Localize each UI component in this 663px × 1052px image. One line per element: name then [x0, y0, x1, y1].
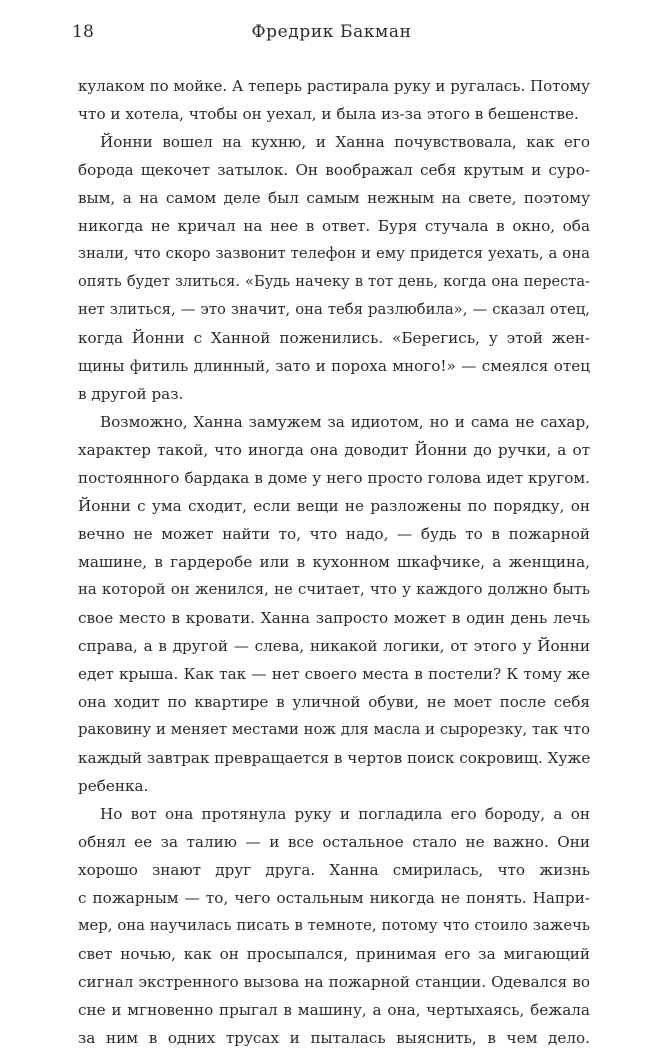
text-line: Но вот она протянула руку и погладила его бороду, а он: [100, 805, 590, 823]
body-text: [78, 72, 590, 1052]
text-line: опять будет злиться. «Будь начеку в тот день, когда она переста-: [78, 273, 590, 290]
text-line: каждый завтрак превращается в чертов поиск сокровищ. Хуже: [78, 749, 591, 767]
text-line: машине, в гардеробе или в кухонном шкафчике, а женщина,: [78, 553, 590, 571]
text-line: что и хотела, чтобы он уехал, и была из-за этого в бешенстве.: [78, 105, 579, 123]
text-line: свое место в кровати. Ханна запросто может в один день лечь: [78, 609, 590, 627]
text-line: справа, а в другой — слева, никакой логики, от этого у Йонни: [78, 637, 590, 655]
text-line: Йонни вошел на кухню, и Ханна почувствовала, как его: [100, 133, 590, 151]
text-line: она ходит по квартире в уличной обуви, не моет после себя: [78, 693, 590, 711]
text-line: на которой он женился, не считает, что у каждого должно быть: [78, 581, 590, 598]
text-line: обнял ее за талию — и все остальное стало не важно. Они: [78, 833, 590, 851]
text-line: постоянного бардака в доме у него просто голова идет кругом.: [78, 469, 590, 487]
text-line: свет ночью, как он просыпался, принимая его за мигающий: [78, 945, 590, 963]
text-line: Йонни с ума сходит, если вещи не разложены по порядку, он: [78, 497, 590, 515]
text-line: в другой раз.: [78, 385, 184, 403]
text-line: щины фитиль длинный, зато и пороха много!» — смеялся отец: [78, 357, 590, 375]
text-line: хорошо знают друг друга. Ханна смирилась, что жизнь: [78, 861, 590, 879]
text-line: раковину и меняет местами нож для масла и сырорезку, так что: [78, 721, 590, 738]
text-line: нет злиться, — это значит, она тебя разлюбила», — сказал отец,: [78, 301, 590, 318]
text-line: борода щекочет затылок. Он воображал себя крутым и суро-: [78, 161, 590, 179]
text-line: ребенка.: [78, 777, 149, 795]
text-line: мер, она научилась писать в темноте, потому что стоило зажечь: [78, 917, 590, 934]
running-head-author: Фредрик Бакман: [251, 22, 412, 42]
text-line: едет крыша. Как так — нет своего места в постели? К тому же: [78, 665, 590, 683]
text-line: когда Йонни с Ханной поженились. «Берегись, у этой жен-: [78, 329, 590, 347]
page-number: 18: [72, 22, 95, 42]
text-line: за ним в одних трусах и пыталась выяснить, в чем дело.: [78, 1029, 590, 1047]
text-line: кулаком по мойке. А теперь растирала руку и ругалась. Потому: [78, 77, 590, 95]
text-line: вым, а на самом деле был самым нежным на свете, поэтому: [78, 189, 590, 207]
text-line: никогда не кричал на нее в ответ. Буря стучала в окно, оба: [78, 217, 590, 235]
text-line: сне и мгновенно прыгал в машину, а она, чертыхаясь, бежала: [78, 1001, 590, 1019]
text-line: сигнал экстренного вызова на пожарной станции. Одевался во: [78, 973, 590, 991]
text-line: с пожарным — то, чего остальным никогда не понять. Напри-: [78, 889, 590, 907]
text-line: знали, что скоро зазвонит телефон и ему придется уехать, а она: [78, 245, 590, 262]
text-line: характер такой, что иногда она доводит Йонни до ручки, а от: [78, 441, 590, 459]
page-header: [72, 22, 591, 50]
text-line: Возможно, Ханна замужем за идиотом, но и сама не сахар,: [100, 413, 590, 431]
text-line: вечно не может найти то, что надо, — будь то в пожарной: [78, 525, 590, 543]
